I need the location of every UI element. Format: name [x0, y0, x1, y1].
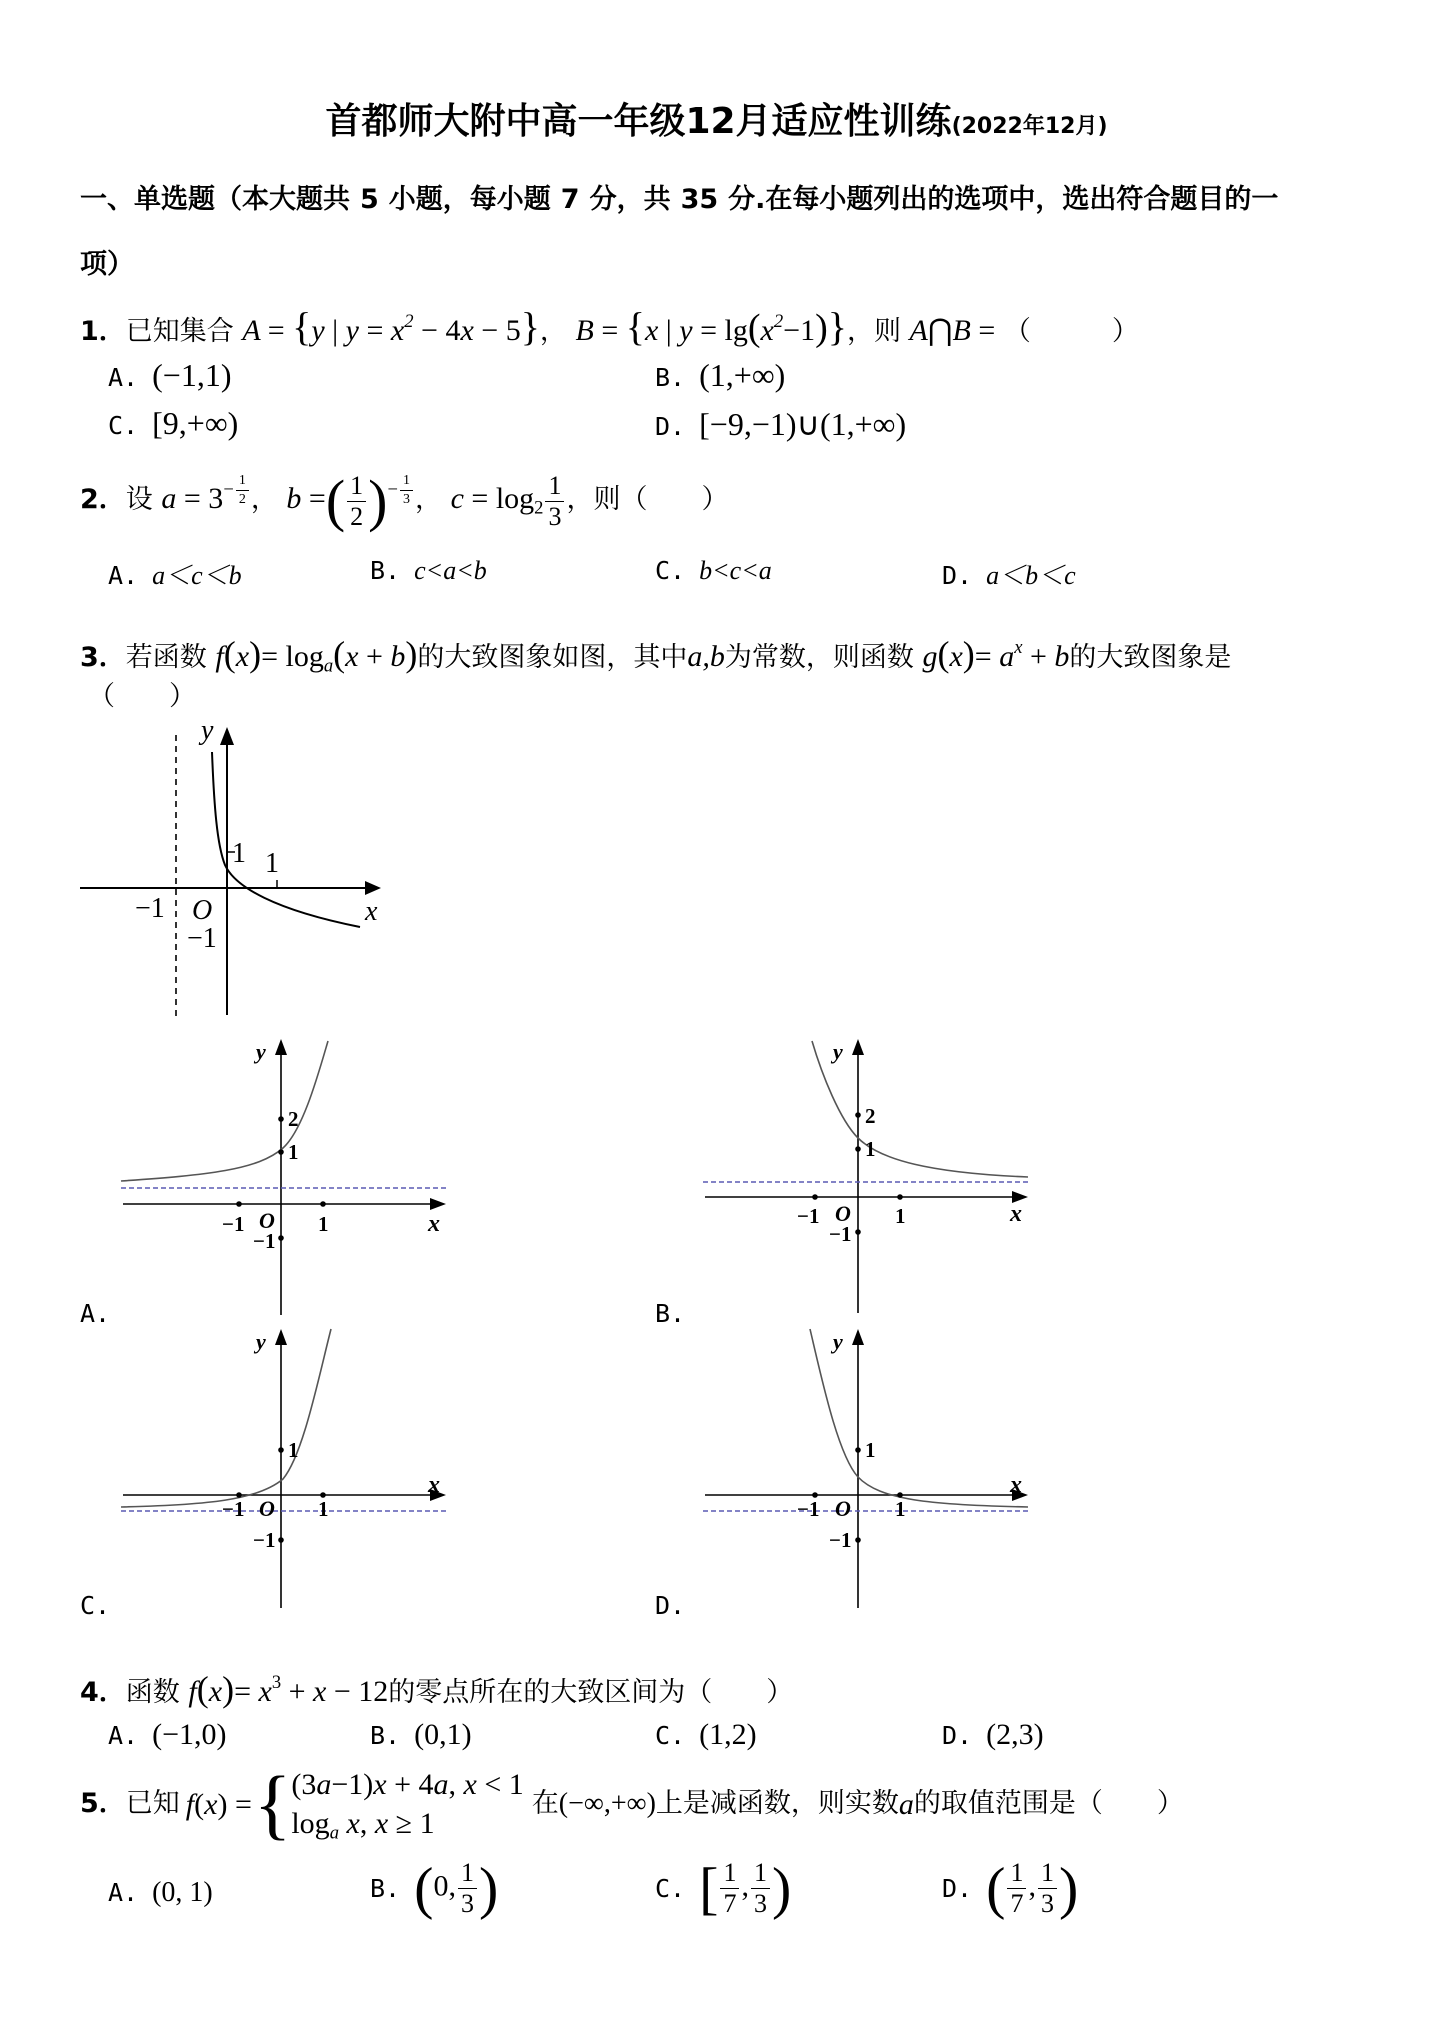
q4-option-c[interactable]: [655, 1718, 757, 1752]
q1-option-d[interactable]: [655, 405, 906, 443]
q4-option-a[interactable]: [108, 1718, 227, 1752]
constants: a,b: [687, 640, 725, 673]
tick-dot: [278, 1149, 284, 1155]
x-tick-1: 1: [318, 1497, 329, 1521]
piecewise-cases: [291, 1765, 523, 1843]
title-text: 首都师大附中高一年级12月适应性训练: [325, 101, 952, 142]
y-tick-neg1: −1: [253, 1229, 276, 1253]
intersection-expression: A⋂B =: [909, 314, 996, 347]
section-num: 7: [560, 184, 580, 215]
question-5: [80, 1759, 1184, 1847]
section-num: 5: [360, 184, 379, 215]
option-label: B.: [370, 1721, 401, 1750]
interval-expression: (−∞,+∞): [558, 1787, 656, 1819]
question-number: 1．: [80, 316, 126, 347]
option-label: A.: [108, 1878, 139, 1907]
q4-option-d[interactable]: [942, 1718, 1044, 1752]
tick-dot: [278, 1235, 284, 1241]
tick-dot: [855, 1112, 861, 1118]
f-expression: $f(x)= x^3 + x - 12$: [188, 1669, 389, 1709]
tick-dot: [812, 1194, 818, 1200]
c-expression: $c = \log_2$ $\frac{1}{3}$: [451, 482, 567, 515]
q2-option-d[interactable]: [942, 555, 1076, 592]
question-text: ，则（ ）: [566, 484, 729, 515]
graph-option-d: [700, 1325, 1040, 1610]
section-text: 小题，每小题: [388, 184, 551, 215]
option-label: D.: [942, 1874, 973, 1903]
q2-option-b[interactable]: [370, 555, 487, 586]
tick-dot: [320, 1201, 326, 1207]
main-log-graph: [75, 715, 395, 1025]
option-label: B.: [655, 363, 686, 392]
option-text: [9,+∞): [152, 405, 239, 441]
option-text: (−1,0): [152, 1718, 227, 1751]
option-label: B.: [370, 1874, 401, 1903]
q2-option-a[interactable]: [108, 555, 242, 592]
section-text: 分，共: [589, 184, 671, 215]
tick-dot: [855, 1146, 861, 1152]
y-axis-label: y: [256, 1329, 266, 1354]
graph-option-b: [700, 1035, 1040, 1315]
page-title: [0, 102, 1433, 142]
section-text: 分.在每小题列出的选项中，选出符合题目的一: [728, 184, 1279, 215]
question-text: 已知集合: [125, 316, 234, 347]
q3-option-d[interactable]: [655, 1590, 699, 1621]
piecewise-function-name: f(x) =: [185, 1787, 252, 1821]
option-label: A.: [108, 561, 139, 590]
case-2: $\log_a x$, x ≥ 1: [291, 1807, 435, 1844]
option-label: D.: [655, 1591, 686, 1620]
y-tick-2: 2: [288, 1107, 299, 1131]
tick-dot: [897, 1194, 903, 1200]
set-a-expression: A = {y | $y = x^2 - 4x - 5$}: [242, 304, 540, 349]
y-axis-label: y: [256, 1039, 266, 1064]
option-text: [−9,−1)∪(1,+∞): [699, 406, 907, 442]
x-axis-arrow: [365, 881, 381, 895]
a-expression: $a = 3^{- \frac{1}{2}}$: [161, 482, 250, 515]
option-text: (2,3): [986, 1718, 1044, 1751]
tick-dot: [278, 1116, 284, 1122]
section-num: 35: [680, 184, 719, 215]
question-3-paren: [88, 682, 196, 712]
y-axis-arrow: [852, 1329, 864, 1345]
x-axis-label: x: [428, 1211, 440, 1237]
option-label: D.: [942, 561, 973, 590]
q5-option-a[interactable]: [108, 1877, 213, 1909]
y-axis-label: y: [833, 1039, 843, 1064]
question-text: 函数: [125, 1677, 180, 1708]
option-label: A.: [80, 1299, 111, 1328]
x-tick-1: 1: [318, 1212, 329, 1236]
q1-option-b[interactable]: [655, 357, 785, 394]
q1-option-c[interactable]: [108, 405, 238, 442]
x-axis-label: x: [1010, 1472, 1022, 1498]
origin-label: O: [835, 1201, 851, 1226]
x-tick-1: 1: [895, 1204, 906, 1228]
tick-dot: [855, 1447, 861, 1453]
case-1: (3a−1)x + 4a, x < 1: [291, 1768, 524, 1801]
y-axis-label: y: [201, 715, 214, 746]
option-label: C.: [655, 1721, 686, 1750]
option-text: (0, 1): [152, 1877, 213, 1908]
question-number: 5．: [80, 1788, 126, 1820]
set-b-expression: B = {x | $y = \lg(x^2-1)$}: [575, 304, 847, 349]
y-tick-neg1: −1: [829, 1222, 852, 1246]
option-text: c<a<b: [414, 556, 487, 585]
tick-label-neg1-y: −1: [187, 923, 217, 954]
y-axis-arrow: [275, 1329, 287, 1345]
q2-option-c[interactable]: [655, 555, 772, 586]
q3-option-b[interactable]: [655, 1298, 699, 1329]
option-label: C.: [108, 411, 139, 440]
option-label: C.: [655, 1874, 686, 1903]
x-axis-arrow: [430, 1198, 446, 1210]
f-expression: $f(x)= \log_a(x + b)$: [215, 634, 418, 677]
exp-curve: [812, 1041, 1028, 1177]
option-label: B.: [370, 556, 401, 585]
section-header: [80, 185, 1278, 215]
y-tick-1: 1: [865, 1438, 876, 1462]
question-number: 2．: [80, 484, 126, 515]
y-axis-arrow: [275, 1039, 287, 1055]
g-expression: $g(x)= a^x + b$: [922, 634, 1070, 674]
x-axis-label: x: [365, 896, 378, 927]
origin-label: O: [192, 895, 213, 926]
option-label: B.: [655, 1299, 686, 1328]
option-text: a＜b＜c: [986, 561, 1076, 590]
question-2: 2．设 $a = 3^{- \frac{1}{2}}$ ， b =( $\frac{1}{2}$ )$^{- \frac{1}{3}}$ ， $c = \log_2$ $\frac{1}{3}$ ，则（ ）: [80, 467, 729, 533]
tick-dot: [855, 1537, 861, 1543]
section-heading: 一、单选题: [80, 184, 215, 215]
option-text: ( $\frac{1}{7}$ , $\frac{1}{3}$ ): [986, 1855, 1079, 1921]
exp-curve: [121, 1329, 331, 1507]
tick-dot: [236, 1201, 242, 1207]
question-text: 上是减函数，则实数: [655, 1788, 899, 1820]
q5-option-d[interactable]: [942, 1855, 1079, 1921]
y-tick-1: 1: [288, 1140, 299, 1164]
section-text: （本大题共: [215, 184, 350, 215]
x-tick-neg1: −1: [222, 1212, 245, 1236]
question-text: 若函数: [125, 642, 207, 673]
question-text: 在: [531, 1788, 559, 1820]
y-tick-neg1: −1: [253, 1528, 276, 1552]
exp-curve: [810, 1329, 1028, 1507]
question-4: [80, 1670, 793, 1710]
piecewise-brace: {: [253, 1759, 292, 1847]
tick-label-neg1-x: −1: [135, 893, 165, 924]
graph-option-c: [118, 1325, 458, 1610]
option-text: (0, $\frac{1}{3}$ ): [414, 1855, 499, 1921]
b-expression: b =( $\frac{1}{2}$ )$^{- \frac{1}{3}}$: [286, 482, 415, 515]
section-header-cont: [80, 250, 134, 280]
q1-option-a[interactable]: [108, 357, 231, 394]
origin-label: O: [259, 1208, 275, 1233]
x-axis-label: x: [428, 1472, 440, 1498]
question-number: 3．: [80, 642, 126, 673]
question-3: [80, 635, 1231, 675]
question-text: 设: [125, 484, 153, 515]
x-tick-neg1: −1: [222, 1497, 245, 1521]
tick-dot: [855, 1229, 861, 1235]
option-label: D.: [655, 412, 686, 441]
option-text: b<c<a: [699, 556, 772, 585]
question-number: 4．: [80, 1677, 126, 1708]
y-tick-neg1: −1: [829, 1528, 852, 1552]
question-text: 的取值范围是（ ）: [913, 1788, 1184, 1820]
origin-label: O: [835, 1496, 851, 1521]
q5-option-c[interactable]: [655, 1855, 792, 1921]
x-axis-label: x: [1010, 1201, 1022, 1227]
graph-option-a: [118, 1035, 458, 1315]
x-tick-neg1: −1: [797, 1497, 820, 1521]
y-tick-1: 1: [288, 1438, 299, 1462]
x-tick-1: 1: [895, 1497, 906, 1521]
y-axis-arrow: [852, 1039, 864, 1055]
x-tick-neg1: −1: [797, 1204, 820, 1228]
option-text: (1,+∞): [699, 357, 786, 393]
q5-option-b[interactable]: [370, 1855, 499, 1921]
question-text: 的大致图象如图，其中: [417, 642, 688, 673]
question-text: 为常数，则函数: [724, 642, 914, 673]
origin-label: O: [259, 1496, 275, 1521]
q3-option-c[interactable]: [80, 1590, 124, 1621]
option-label: A.: [108, 1721, 139, 1750]
tick-dot: [278, 1447, 284, 1453]
tick-label-1-y: 1: [232, 838, 246, 869]
question-text: 的大致图象是: [1069, 642, 1232, 673]
option-text: (0,1): [414, 1718, 472, 1751]
option-text: (1,2): [699, 1718, 757, 1751]
option-text: a＜c＜b: [152, 561, 242, 590]
option-text: (−1,1): [152, 357, 232, 393]
y-tick-1: 1: [865, 1137, 876, 1161]
option-label: C.: [655, 556, 686, 585]
option-label: D.: [942, 1721, 973, 1750]
tick-dot: [278, 1537, 284, 1543]
q4-option-b[interactable]: [370, 1718, 472, 1752]
title-date: (2022年12月): [951, 114, 1108, 139]
question-1: 1．已知集合 A = {y | $y = x^2 - 4x - 5$}， B = {x | $y = \lg(x^2-1)$}，则 A⋂B = （ ）: [80, 304, 1139, 349]
y-axis-label: y: [833, 1329, 843, 1354]
variable: a: [898, 1787, 914, 1821]
answer-paren: （ ）: [88, 681, 196, 712]
option-label: C.: [80, 1591, 111, 1620]
y-axis-arrow: [220, 727, 234, 745]
question-text: 的零点所在的大致区间为（ ）: [388, 1677, 794, 1708]
tick-label-1-x: 1: [265, 848, 279, 879]
section-text: 项）: [80, 249, 134, 280]
option-label: A.: [108, 363, 139, 392]
option-text: [ $\frac{1}{7}$ , $\frac{1}{3}$ ): [699, 1855, 792, 1921]
question-text: 已知: [125, 1788, 180, 1820]
y-tick-2: 2: [865, 1104, 876, 1128]
